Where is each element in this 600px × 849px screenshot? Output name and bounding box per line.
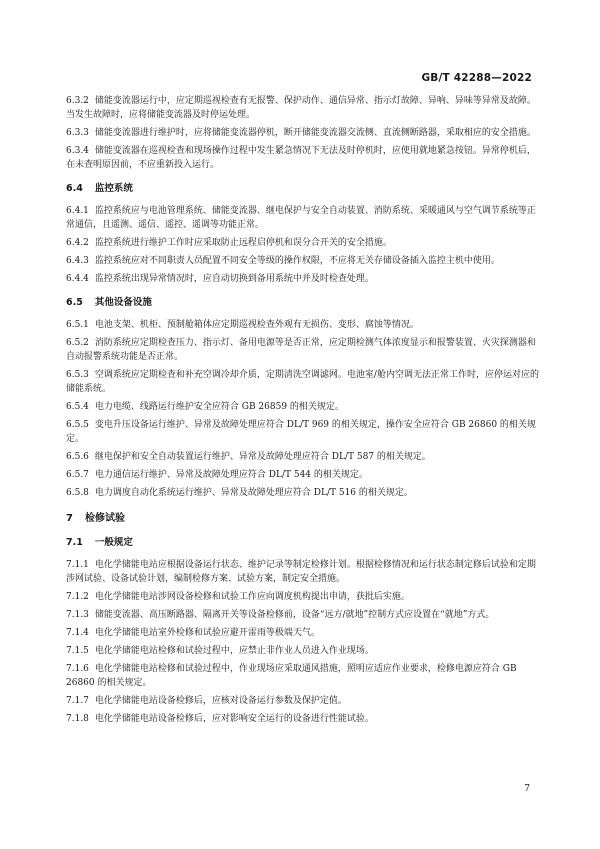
clause-number: 6.4.1 <box>66 206 89 216</box>
clause-text: 一般规定 <box>94 537 133 548</box>
clause-paragraph <box>66 468 544 482</box>
clause-number: 6.5 <box>66 297 83 308</box>
clause-number: 7.1.8 <box>66 714 89 724</box>
clause-number: 6.5.2 <box>66 338 89 348</box>
clause-paragraph <box>66 608 544 622</box>
clause-number: 7.1 <box>66 537 83 548</box>
clause-number: 7.1.1 <box>66 560 89 570</box>
clause-number: 6.5.5 <box>66 420 89 430</box>
clause-number: 7.1.5 <box>66 646 89 656</box>
clause-number: 6.5.3 <box>66 370 89 380</box>
clause-text: 继电保护和安全自动装置运行维护、异常及故障处理应符合 DL/T 587 的相关规定。 <box>94 452 431 462</box>
clause-number: 7.1.2 <box>66 592 89 602</box>
clause-number: 6.5.6 <box>66 452 89 462</box>
section-heading <box>66 296 544 310</box>
clause-paragraph <box>66 662 544 690</box>
chapter-heading <box>66 512 544 526</box>
clause-number: 6.3.4 <box>66 146 89 156</box>
clause-paragraph <box>66 126 544 140</box>
clause-number: 6.4.2 <box>66 238 89 248</box>
document-body <box>66 94 544 730</box>
section-heading <box>66 182 544 196</box>
clause-text: 电力调度自动化系统运行维护、异常及故障处理应符合 DL/T 516 的相关规定。 <box>94 488 413 498</box>
clause-number: 6.4.3 <box>66 256 89 266</box>
clause-text: 储能变流器运行中，应定期巡视检查有无报警、保护动作、通信异常、指示灯故障、异响、异味等异常及故障。当发生故障时，应将储能变流器及时停运处理。 <box>66 96 536 120</box>
clause-paragraph <box>66 590 544 604</box>
clause-paragraph <box>66 400 544 414</box>
clause-paragraph <box>66 644 544 658</box>
clause-paragraph <box>66 486 544 500</box>
clause-number: 6.4.4 <box>66 274 89 284</box>
clause-text: 消防系统应定期检查压力、指示灯、备用电源等是否正常，应定期检测气体浓度显示和报警装置、火灾探测器和自动报警系统功能是否正常。 <box>66 338 536 362</box>
clause-text: 监控系统出现异常情况时，应自动切换到备用系统中并及时检查处理。 <box>94 274 374 284</box>
clause-paragraph <box>66 712 544 726</box>
section-heading <box>66 536 544 550</box>
clause-number: 6.5.7 <box>66 470 89 480</box>
clause-text: 电化学储能电站检修和试验过程中，应禁止非作业人员进入作业现场。 <box>94 646 374 656</box>
clause-text: 电化学储能电站应根据设备运行状态、维护记录等制定检修计划。根据检修情况和运行状态制定修后试验和定期涉网试验、设备试验计划，编制检修方案、试验方案，制定安全措施。 <box>66 560 536 584</box>
clause-number: 7.1.3 <box>66 610 89 620</box>
clause-text: 空调系统应定期检查和补充空调冷却介质，定期清洗空调滤网。电池室/舱内空调无法正常工作时，应停运对应的储能系统。 <box>66 370 539 394</box>
clause-text: 电化学储能电站检修和试验过程中，作业现场应采取通风措施，照明应适应作业要求，检修电源应符合 GB 26860 的相关规定。 <box>66 664 517 688</box>
clause-paragraph <box>66 368 544 396</box>
clause-text: 储能变流器在巡视检查和现场操作过程中发生紧急情况下无法及时停机时，应使用就地紧急按钮。异常停机后，在未查明原因前，不应重新投入运行。 <box>66 146 536 170</box>
clause-paragraph <box>66 254 544 268</box>
clause-number: 7.1.7 <box>66 696 89 706</box>
clause-number: 6.5.8 <box>66 488 89 498</box>
clause-text: 电化学储能电站涉网设备检修和试验工作应向调度机构提出申请，获批后实施。 <box>94 592 410 602</box>
clause-number: 6.3.3 <box>66 128 89 138</box>
clause-paragraph <box>66 418 544 446</box>
clause-text: 储能变流器进行维护时，应将储能变流器停机，断开储能变流器交流侧、直流侧断路器，采取相应的安全措施。 <box>94 128 536 138</box>
clause-paragraph <box>66 626 544 640</box>
clause-text: 电力通信运行维护、异常及故障处理应符合 DL/T 544 的相关规定。 <box>94 470 368 480</box>
clause-text: 电力电缆、线路运行维护安全应符合 GB 26859 的相关规定。 <box>94 402 344 412</box>
page-number: 7 <box>524 784 530 794</box>
clause-paragraph <box>66 558 544 586</box>
clause-text: 储能变流器、高压断路器、隔离开关等设备检修前，设备“远方/就地”控制方式应设置在“就地”方式。 <box>94 610 495 620</box>
clause-paragraph <box>66 204 544 232</box>
clause-number: 7 <box>66 513 73 524</box>
clause-text: 电化学储能电站室外检修和试验应避开雷雨等极端天气。 <box>94 628 320 638</box>
clause-number: 6.5.1 <box>66 320 89 330</box>
clause-text: 电化学储能电站设备检修后，应核对设备运行参数及保护定值。 <box>94 696 347 706</box>
clause-paragraph <box>66 144 544 172</box>
clause-text: 监控系统应与电池管理系统、储能变流器、继电保护与安全自动装置、消防系统、采暖通风与空气调节系统等正常通信，且遥测、遥信、遥控、遥调等功能正常。 <box>66 206 536 230</box>
clause-text: 电化学储能电站设备检修后，应对影响安全运行的设备进行性能试验。 <box>94 714 374 724</box>
clause-paragraph <box>66 318 544 332</box>
clause-number: 6.5.4 <box>66 402 89 412</box>
clause-number: 6.4 <box>66 183 83 194</box>
clause-number: 7.1.4 <box>66 628 89 638</box>
clause-number: 7.1.6 <box>66 664 89 674</box>
clause-text: 变电升压设备运行维护、异常及故障处理应符合 DL/T 969 的相关规定，操作安全应符合 GB 26860 的相关规定。 <box>66 420 536 444</box>
clause-text: 监控系统进行维护工作时应采取防止远程启停机和误分合开关的安全措施。 <box>94 238 392 248</box>
clause-paragraph <box>66 272 544 286</box>
clause-paragraph <box>66 94 544 122</box>
clause-text: 检修试验 <box>84 513 125 524</box>
standard-code-header: GB/T 42288—2022 <box>421 72 532 84</box>
clause-text: 其他设备设施 <box>94 297 152 308</box>
clause-text: 电池支架、机柜、预制舱箱体应定期巡视检查外观有无损伤、变形、腐蚀等情况。 <box>94 320 419 330</box>
clause-paragraph <box>66 236 544 250</box>
clause-text: 监控系统 <box>94 183 133 194</box>
clause-paragraph <box>66 694 544 708</box>
clause-paragraph <box>66 336 544 364</box>
clause-text: 监控系统应对不同职责人员配置不同安全等级的操作权限，不应将无关存储设备插入监控主机中使用。 <box>94 256 500 266</box>
clause-number: 6.3.2 <box>66 96 89 106</box>
clause-paragraph <box>66 450 544 464</box>
